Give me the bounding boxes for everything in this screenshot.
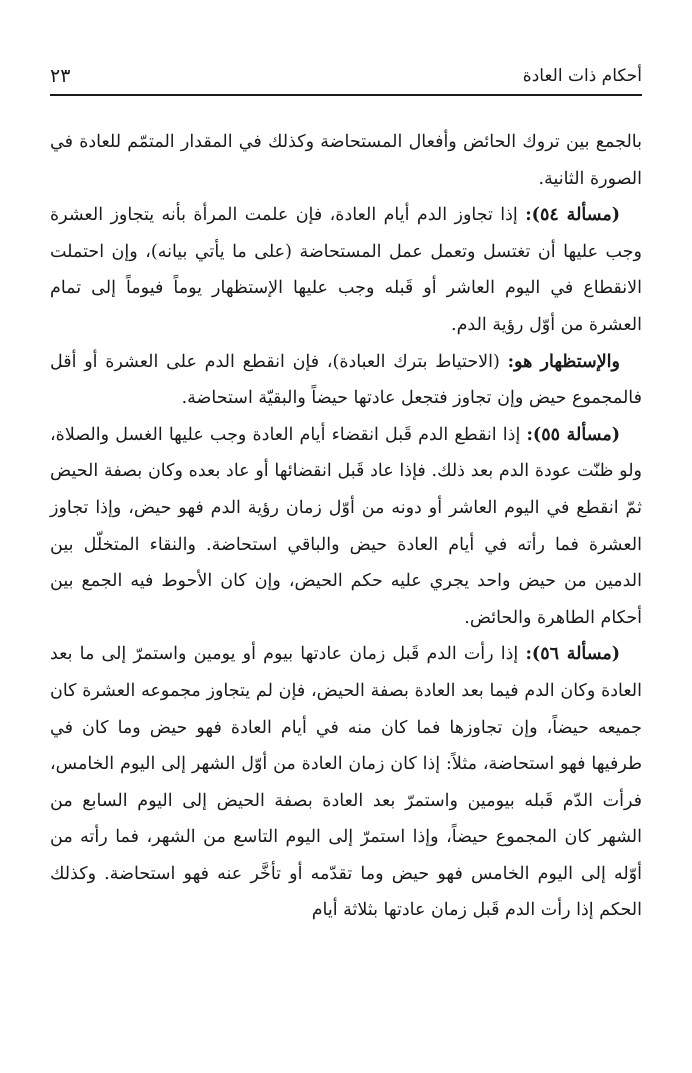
issue-heading: (مسألة ٥٥): (526, 424, 620, 445)
paragraph-text: إذا تجاوز الدم أيام العادة، فإن علمت المرأة بأنه يتجاوز العشرة وجب عليها أن تغتسل وتعمل عمل المستحاضة (على ما يأتي بيانه)، وإن احتملت الانقطاع في اليوم العاشر أو قَبله وجب عليها الإستظهار يوماً فيوماً إلى تمام العشرة من أوّل رؤية الدم. (50, 205, 642, 335)
paragraph (50, 197, 642, 343)
running-header (50, 62, 642, 92)
page-number: ٢٣ (50, 65, 71, 87)
page-body (50, 124, 642, 929)
header-divider (50, 94, 642, 96)
paragraph (50, 124, 642, 197)
paragraph (50, 344, 642, 417)
paragraph-text: بالجمع بين تروك الحائض وأفعال المستحاضة وكذلك في المقدار المتمّم للعادة في الصورة الثانية. (50, 132, 642, 189)
issue-heading: (مسألة ٥٤): (525, 205, 620, 226)
term-heading: والإستظهار هو: (507, 351, 620, 372)
paragraph-text: إذا رأت الدم قَبل زمان عادتها بيوم أو يومين واستمرّ إلى ما بعد العادة وكان الدم فيما بعد العادة بصفة الحيض، فإن لم يتجاوز مجموعه العشرة كان جميعه حيضاً، وإن تجاوزها فما كان منه في أيام العادة فهو حيض وما كان في طرفيها فهو استحاضة، مثلاً: إذا كان زمان العادة من أوّل الشهر إلى اليوم الخامس، فرأت الدّم قَبله بيومين واستمرّ بعد العادة بصفة الحيض إلى اليوم السابع من الشهر كان المجموع حيضاً، وإذا استمرّ إلى اليوم التاسع من الشهر، فما رأته من أوّله إلى اليوم الخامس فهو حيض وما تقدّمه أو تأخَّر عنه فهو استحاضة. وكذلك الحكم إذا رأت الدم قَبل زمان عادتها بثلاثة أيام (50, 644, 642, 921)
paragraph (50, 636, 642, 929)
issue-heading: (مسألة ٥٦): (525, 644, 621, 665)
paragraph-text: إذا انقطع الدم قَبل انقضاء أيام العادة وجب عليها الغسل والصلاة، ولو ظنّت عودة الدم بعد ذلك. فإذا عاد قَبل انقضائها أو عاد بعده وكان بصفة الحيض ثمّ انقطع في اليوم العاشر أو دونه من أوّل زمان رؤية الدم فهو حيض، وإذا تجاوز العشرة فما رأته في أيام العادة حيض والباقي استحاضة. والنقاء المتخلّل بين الدمين من حيض واحد يجري عليه حكم الحيض، وإن كان الأحوط فيه الجمع بين أحكام الطاهرة والحائض. (50, 424, 642, 628)
running-title: أحكام ذات العادة (522, 66, 642, 86)
paragraph (50, 417, 642, 637)
paragraph-text: (الاحتياط بترك العبادة)، فإن انقطع الدم على العشرة أو أقل فالمجموع حيض وإن تجاوز فتجعل عادتها حيضاً والبقيّة استحاضة. (50, 351, 642, 409)
